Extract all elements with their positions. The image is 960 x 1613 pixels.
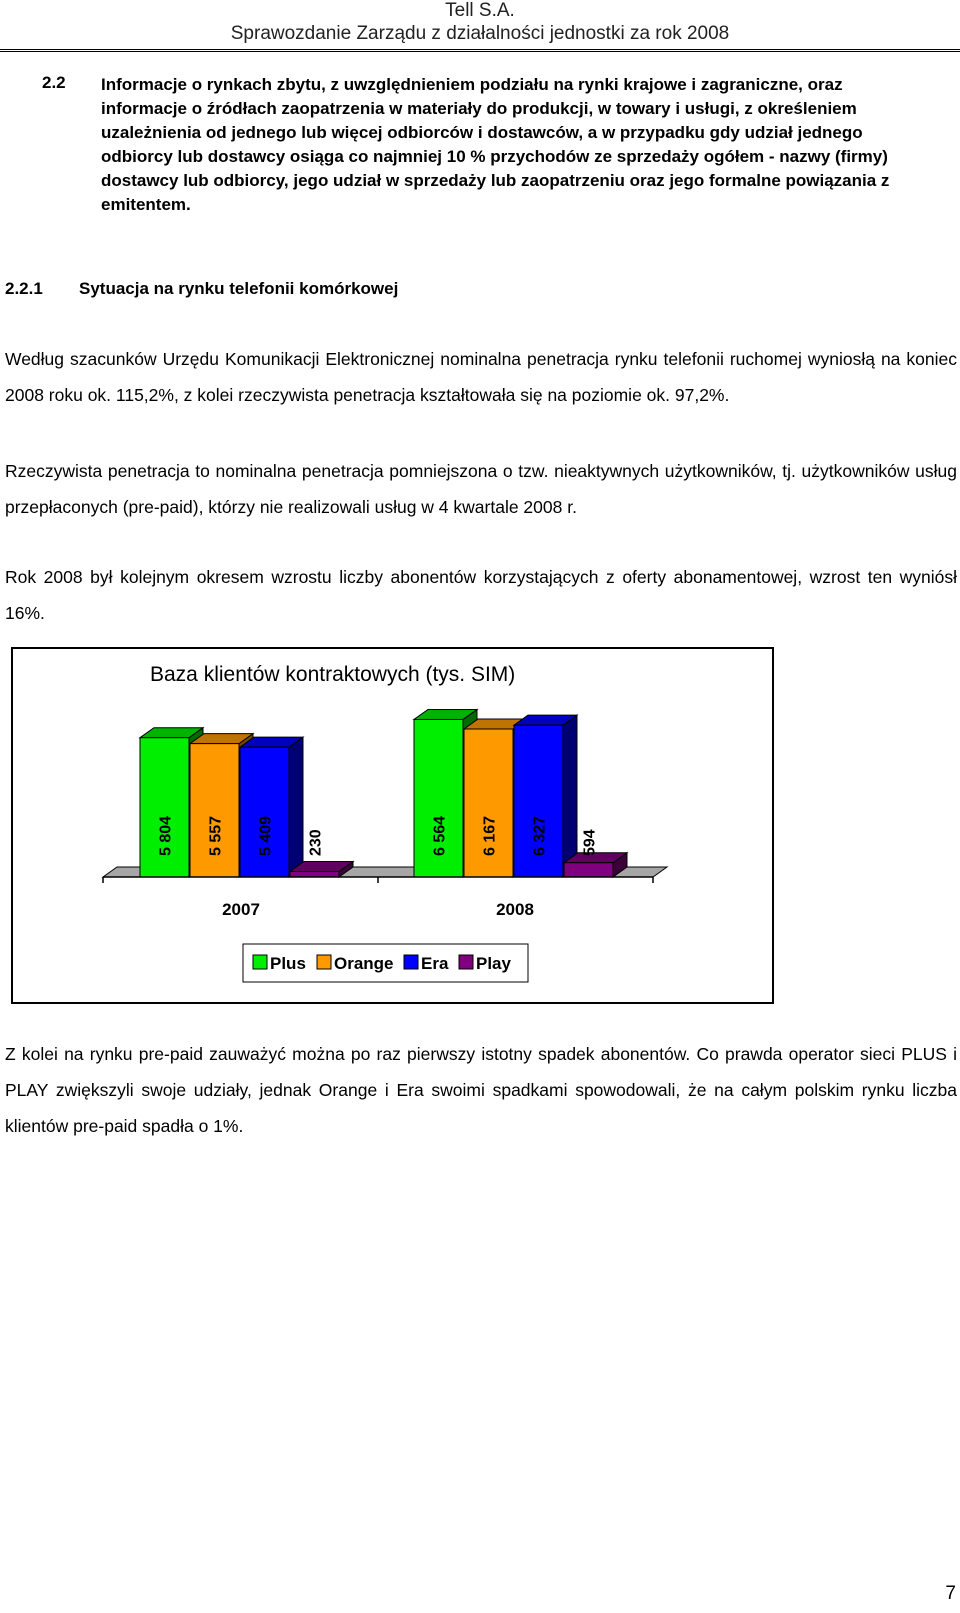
- bar-orange-2007: [190, 744, 239, 877]
- chart-svg: [13, 649, 772, 1002]
- header-report-title: Sprawozdanie Zarządu z działalności jednostki za rok 2008: [230, 23, 730, 44]
- data-label-play-2007: 230: [307, 829, 325, 856]
- paragraph-real-penetration: Rzeczywista penetracja to nominalna penetracja pomniejszona o tzw. nieaktywnych użytkowników, tj. użytkowników usług przepłaconych (pre-paid), którzy nie realizowali usług w 4 kwartale 2008 r.: [5, 461, 957, 517]
- contract-clients-chart: [11, 647, 774, 1004]
- header-rule: [0, 49, 960, 52]
- category-label-2008: 2008: [496, 900, 534, 919]
- bar-side-era-2008: [563, 715, 577, 877]
- data-label-plus-2007: 5 804: [157, 815, 175, 856]
- section-number: 2.2: [42, 73, 66, 92]
- data-label-orange-2007: 5 557: [207, 815, 225, 856]
- bar-side-era-2007: [289, 737, 303, 877]
- legend-label-orange: Orange: [334, 954, 394, 973]
- legend-label-plus: Plus: [270, 954, 306, 973]
- legend-swatch-era: [404, 955, 418, 969]
- data-label-play-2008: 594: [581, 829, 599, 856]
- bar-era-2007: [240, 747, 289, 877]
- bar-play-2007: [290, 871, 339, 877]
- bar-play-2008: [564, 863, 613, 877]
- header-company: Tell S.A.: [445, 0, 515, 21]
- legend-label-era: Era: [421, 954, 449, 973]
- legend-swatch-plus: [253, 955, 267, 969]
- section-title: Informacje o rynkach zbytu, z uwzględnieniem podziału na rynki krajowe i zagraniczne, oraz informacje o źródłach zaopatrzenia w materiały do produkcji, w towary i usługi, z określeniem uzależnienia od jednego lub więcej odbiorców i dostawców, a w przypadku gdy udział jednego odbiorcy lub dostawcy osiąga co najmniej 10 % przychodów ze sprzedaży ogółem - nazwy (firmy) dostawcy lub odbiorcy, jego udział w sprzedaży lub zaopatrzeniu oraz jego formalne powiązania z emitentem.: [101, 75, 890, 214]
- paragraph-prepaid: Z kolei na rynku pre-paid zauważyć można po raz pierwszy istotny spadek abonentów. Co prawda operator sieci PLUS i PLAY zwiększyli swoje udziały, jednak Orange i Era swoimi spadkami spowodowali, że na całym polskim rynku liczba klientów pre-paid spadła o 1%.: [5, 1044, 957, 1136]
- data-label-plus-2008: 6 564: [431, 815, 449, 856]
- chart-title: Baza klientów kontraktowych (tys. SIM): [150, 663, 516, 686]
- paragraph-penetration: Według szacunków Urzędu Komunikacji Elektronicznej nominalna penetracja rynku telefonii ruchomej wyniosłą na koniec 2008 roku ok. 115,2%, z kolei rzeczywista penetracja kształtowała się na poziomie ok. 97,2%.: [5, 349, 957, 405]
- legend-label-play: Play: [476, 954, 511, 973]
- subsection-title: Sytuacja na rynku telefonii komórkowej: [79, 279, 399, 298]
- paragraph-subscription-growth: Rok 2008 był kolejnym okresem wzrostu liczby abonentów korzystających z oferty abonamentowej, wzrost ten wyniósł 16%.: [5, 567, 957, 623]
- page-number: 7: [945, 1583, 956, 1604]
- data-label-era-2007: 5 409: [257, 815, 275, 856]
- category-label-2007: 2007: [222, 900, 260, 919]
- legend-swatch-play: [459, 955, 473, 969]
- data-label-orange-2008: 6 167: [481, 815, 499, 856]
- data-label-era-2008: 6 327: [531, 815, 549, 856]
- legend-swatch-orange: [317, 955, 331, 969]
- subsection-number: 2.2.1: [5, 279, 43, 298]
